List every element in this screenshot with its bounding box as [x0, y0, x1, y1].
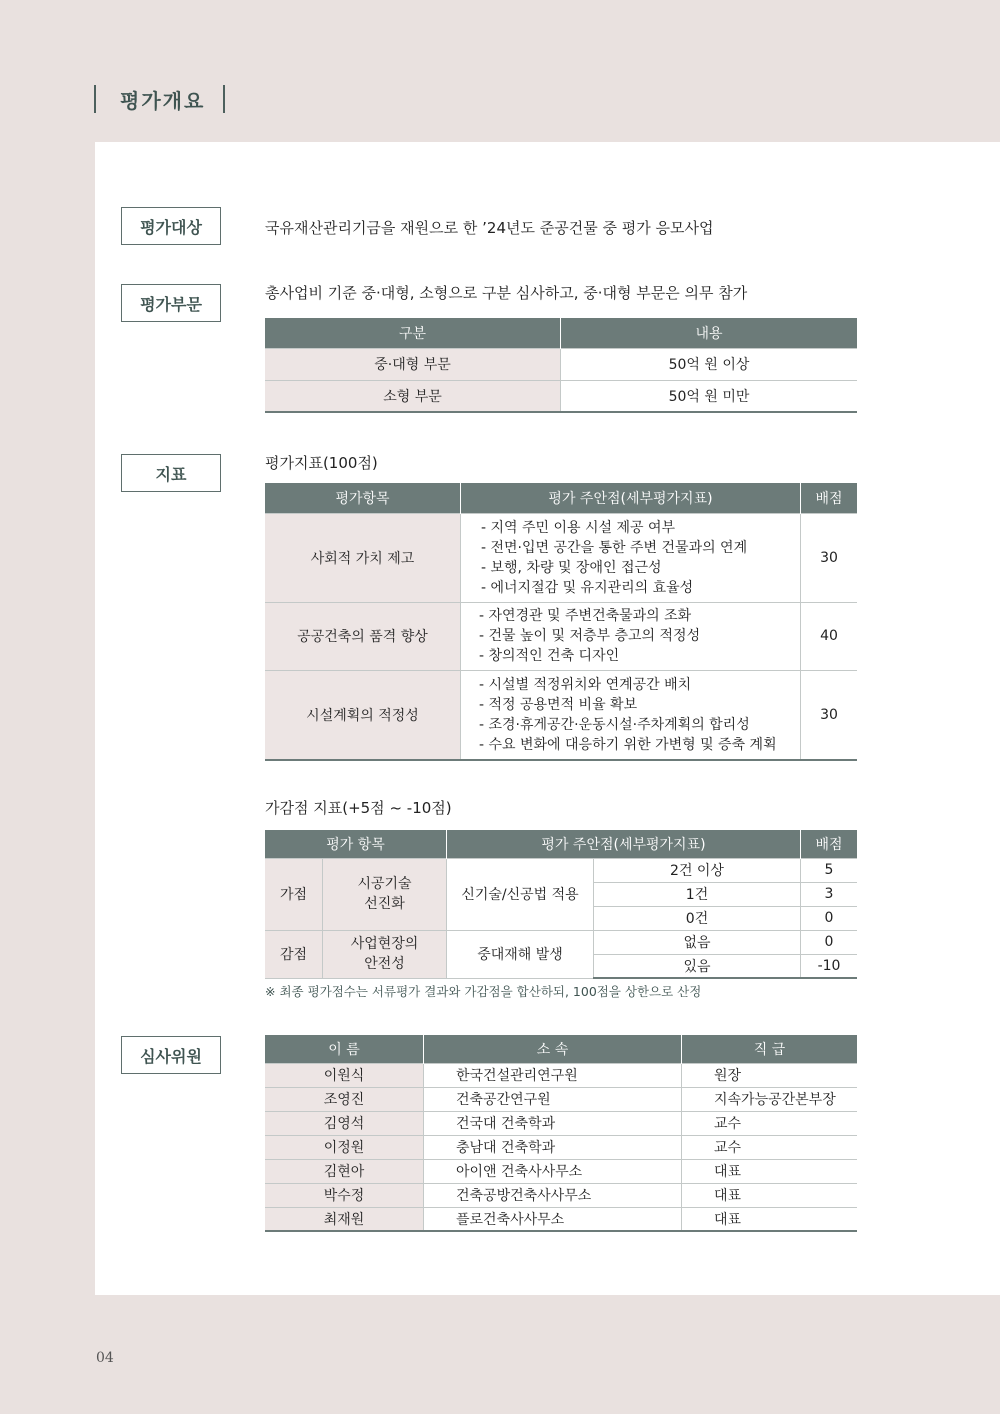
page-number: 04	[96, 1350, 114, 1366]
table-row	[265, 1207, 857, 1231]
judge-affiliation: 플로건축사사무소	[424, 1207, 682, 1231]
indicator-item: 사회적 가치 제고	[265, 513, 461, 602]
table-row	[265, 670, 857, 760]
indicator-point: - 지역 주민 이용 시설 제공 여부	[481, 519, 676, 536]
indicator-points	[461, 670, 801, 760]
indicator-point: - 적정 공용면적 비율 확보	[479, 696, 638, 713]
table-row	[265, 348, 857, 380]
indicators-header-score: 배점	[801, 483, 858, 513]
table-row	[265, 602, 857, 670]
category-cell: 소형 부문	[265, 380, 561, 412]
category-label: 평가부문	[121, 284, 221, 322]
adjust-score: 0	[801, 930, 858, 954]
category-table	[265, 318, 857, 413]
judge-name: 김현아	[265, 1159, 424, 1183]
judge-name: 이정원	[265, 1135, 424, 1159]
indicator-item: 시설계획의 적정성	[265, 670, 461, 760]
category-header-division: 구분	[265, 318, 561, 348]
page-header	[94, 82, 225, 116]
adjust-item: 사업현장의 안전성	[323, 930, 447, 978]
adjust-table	[265, 830, 857, 979]
header-right-bar	[223, 85, 225, 113]
judge-position: 지속가능공간본부장	[682, 1087, 858, 1111]
adjust-score: 5	[801, 858, 858, 882]
indicator-score: 30	[801, 670, 858, 760]
judges-table	[265, 1035, 857, 1232]
judge-name: 이원식	[265, 1063, 424, 1087]
table-row	[265, 1135, 857, 1159]
indicator-point: - 건물 높이 및 저층부 층고의 적정성	[479, 628, 701, 644]
adjust-item: 시공기술 선진화	[323, 858, 447, 930]
indicators-header-points: 평가 주안점(세부평가지표)	[461, 483, 801, 513]
judges-label: 심사위원	[121, 1036, 221, 1074]
indicator-points	[461, 602, 801, 670]
table-row	[265, 513, 857, 602]
page-title: 평가개요	[120, 88, 206, 113]
adjust-type: 가점	[265, 858, 323, 930]
adjust-score: 3	[801, 882, 858, 906]
judges-header-position: 직 급	[682, 1035, 858, 1063]
indicator-point: - 자연경관 및 주변건축물과의 조화	[479, 608, 692, 624]
judge-affiliation: 충남대 건축학과	[424, 1135, 682, 1159]
table-row	[265, 858, 857, 882]
judge-name: 최재원	[265, 1207, 424, 1231]
judge-position: 대표	[682, 1159, 858, 1183]
indicator-point: - 조경·휴게공간·운동시설·주차계획의 합리성	[479, 716, 750, 733]
adjust-note: ※ 최종 평가점수는 서류평가 결과와 가감점을 합산하되, 100점을 상한으로 산정	[265, 984, 702, 999]
adjust-criterion: 중대재해 발생	[447, 930, 594, 978]
category-text: 총사업비 기준 중·대형, 소형으로 구분 심사하고, 중·대형 부문은 의무 참가	[265, 284, 748, 302]
judge-position: 교수	[682, 1111, 858, 1135]
judge-position: 대표	[682, 1183, 858, 1207]
judge-affiliation: 건축공방건축사사무소	[424, 1183, 682, 1207]
table-row	[265, 1063, 857, 1087]
adjust-header-score: 배점	[801, 830, 858, 858]
table-row	[265, 1087, 857, 1111]
indicator-score: 40	[801, 602, 858, 670]
indicator-point: - 시설별 적정위치와 연계공간 배치	[479, 676, 692, 693]
judge-affiliation: 아이앤 건축사사무소	[424, 1159, 682, 1183]
indicator-point: - 에너지절감 및 유지관리의 효율성	[481, 579, 694, 596]
target-label: 평가대상	[121, 207, 221, 245]
category-cell: 50억 원 이상	[561, 348, 858, 380]
indicator-point: - 창의적인 건축 디자인	[479, 648, 620, 664]
indicator-point: - 수요 변화에 대응하기 위한 가변형 및 증축 계획	[479, 736, 777, 753]
category-header-content: 내용	[561, 318, 858, 348]
indicator-point: - 전면·입면 공간을 통한 주변 건물과의 연계	[481, 539, 748, 556]
adjust-level: 2건 이상	[594, 858, 801, 882]
category-cell: 중·대형 부문	[265, 348, 561, 380]
judge-affiliation: 건국대 건축학과	[424, 1111, 682, 1135]
adjust-score: 0	[801, 906, 858, 930]
indicators-title: 평가지표(100점)	[265, 454, 378, 472]
indicators-header-item: 평가항목	[265, 483, 461, 513]
table-row	[265, 930, 857, 954]
judge-name: 박수정	[265, 1183, 424, 1207]
adjust-level: 없음	[594, 930, 801, 954]
judge-position: 대표	[682, 1207, 858, 1231]
table-row	[265, 380, 857, 412]
judge-position: 교수	[682, 1135, 858, 1159]
indicators-table	[265, 483, 857, 761]
indicator-points	[461, 513, 801, 602]
adjust-type: 감점	[265, 930, 323, 978]
judges-header-name: 이 름	[265, 1035, 424, 1063]
table-row	[265, 1159, 857, 1183]
judges-header-affiliation: 소 속	[424, 1035, 682, 1063]
judge-position: 원장	[682, 1063, 858, 1087]
adjust-level: 0건	[594, 906, 801, 930]
judge-name: 조영진	[265, 1087, 424, 1111]
category-cell: 50억 원 미만	[561, 380, 858, 412]
adjust-level: 있음	[594, 954, 801, 978]
adjust-title: 가감점 지표(+5점 ~ -10점)	[265, 799, 452, 817]
judge-affiliation: 건축공간연구원	[424, 1087, 682, 1111]
adjust-header-points: 평가 주안점(세부평가지표)	[447, 830, 801, 858]
target-text: 국유재산관리기금을 재원으로 한 ’24년도 준공건물 중 평가 응모사업	[265, 219, 714, 237]
indicator-score: 30	[801, 513, 858, 602]
judge-affiliation: 한국건설관리연구원	[424, 1063, 682, 1087]
table-row	[265, 1183, 857, 1207]
judge-name: 김영석	[265, 1111, 424, 1135]
adjust-score: -10	[801, 954, 858, 978]
adjust-criterion: 신기술/신공법 적용	[447, 858, 594, 930]
indicator-item: 공공건축의 품격 향상	[265, 602, 461, 670]
table-row	[265, 1111, 857, 1135]
indicator-point: - 보행, 차량 및 장애인 접근성	[481, 559, 662, 576]
indicators-label: 지표	[121, 454, 221, 492]
adjust-header-item: 평가 항목	[265, 830, 447, 858]
adjust-level: 1건	[594, 882, 801, 906]
